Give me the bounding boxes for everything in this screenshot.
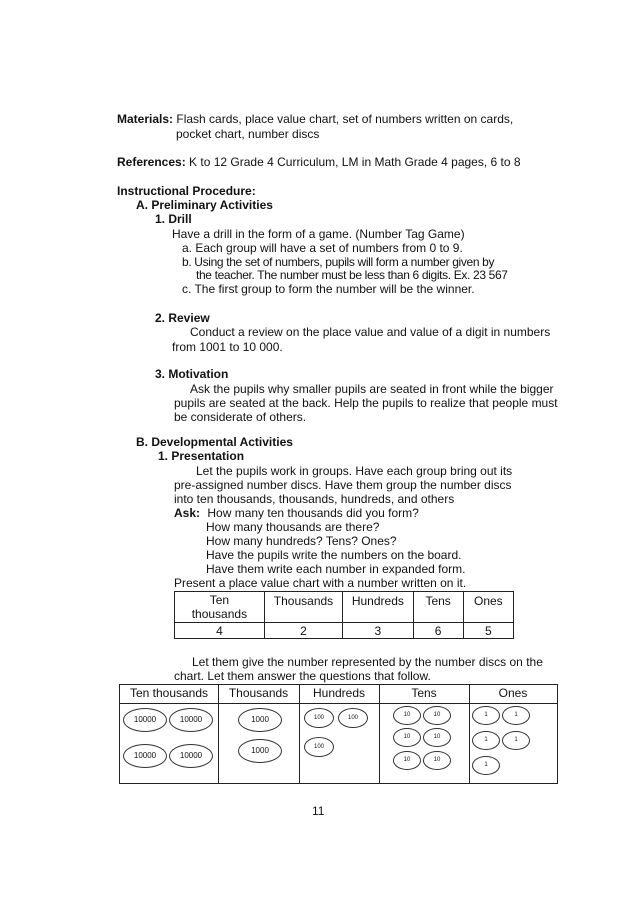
motivation-text-cont1: pupils are seated at the back. Help the pupils to realize that people must bbox=[174, 396, 558, 410]
column-divider bbox=[469, 685, 470, 783]
disc-header-ones: Ones bbox=[469, 685, 557, 704]
motivation-text-cont2: be considerate of others. bbox=[174, 410, 307, 424]
one-disc: 1 bbox=[502, 731, 530, 750]
ten-thousand-disc: 10000 bbox=[169, 744, 213, 768]
ask-question-2: How many thousands are there? bbox=[206, 520, 380, 534]
drill-intro: Have a drill in the form of a game. (Number Tag Game) bbox=[172, 227, 465, 241]
ask-instruction-2: Have them write each number in expanded form. bbox=[206, 562, 466, 576]
drill-title: 1. Drill bbox=[155, 212, 192, 226]
hundred-disc: 100 bbox=[338, 708, 368, 728]
one-disc: 1 bbox=[472, 756, 500, 775]
ten-disc: 10 bbox=[393, 728, 421, 747]
present-chart-text: Present a place value chart with a number written on it. bbox=[174, 576, 467, 590]
value-tens: 6 bbox=[413, 623, 463, 639]
ask-label: Ask: bbox=[174, 506, 201, 520]
hundred-disc: 100 bbox=[304, 737, 334, 757]
disc-header-thousands: Thousands bbox=[218, 685, 299, 704]
presentation-text: Let the pupils work in groups. Have each group bring out its bbox=[196, 464, 513, 478]
ask-instruction-1: Have the pupils write the numbers on the board. bbox=[206, 548, 462, 562]
number-disc-chart bbox=[119, 684, 558, 784]
column-divider bbox=[299, 685, 300, 783]
header-ten-line1: Ten bbox=[209, 593, 230, 607]
references-label: References: bbox=[117, 155, 186, 169]
drill-item-b: b. Using the set of numbers, pupils will form a number given by bbox=[182, 255, 495, 269]
place-value-table bbox=[174, 591, 514, 639]
drill-item-b-cont: the teacher. The number must be less than 6 digits. Ex. 23 567 bbox=[196, 268, 508, 282]
materials-text-cont: pocket chart, number discs bbox=[176, 127, 320, 141]
ten-disc: 10 bbox=[423, 706, 451, 725]
ten-disc: 10 bbox=[393, 751, 421, 770]
value-hundreds: 3 bbox=[343, 623, 413, 639]
materials-line bbox=[117, 112, 513, 126]
motivation-title: 3. Motivation bbox=[155, 367, 229, 381]
value-thousands: 2 bbox=[264, 623, 342, 639]
column-divider bbox=[379, 685, 380, 783]
ten-disc: 10 bbox=[423, 728, 451, 747]
section-b-heading: B. Developmental Activities bbox=[136, 435, 293, 449]
header-thousands: Thousands bbox=[264, 592, 342, 623]
review-title: 2. Review bbox=[155, 311, 210, 325]
motivation-text: Ask the pupils why smaller pupils are seated in front while the bigger bbox=[190, 382, 554, 396]
presentation-title: 1. Presentation bbox=[158, 449, 245, 463]
ask-line bbox=[174, 506, 419, 520]
ten-thousand-disc: 10000 bbox=[123, 744, 167, 768]
followup-text-cont: chart. Let them answer the questions that follow. bbox=[174, 669, 431, 683]
ten-disc: 10 bbox=[393, 706, 421, 725]
thousand-disc: 1000 bbox=[238, 708, 282, 732]
references-text: K to 12 Grade 4 Curriculum, LM in Math Grade 4 pages, 6 to 8 bbox=[189, 155, 521, 169]
disc-header-ten-thousands: Ten thousands bbox=[120, 685, 218, 704]
references-line bbox=[117, 155, 521, 169]
column-divider bbox=[218, 685, 219, 783]
table-row bbox=[175, 623, 514, 639]
header-hundreds: Hundreds bbox=[343, 592, 413, 623]
table-header-row bbox=[175, 592, 514, 623]
hundred-disc: 100 bbox=[304, 708, 334, 728]
header-ten-line2: thousands bbox=[191, 607, 248, 621]
procedure-heading: Instructional Procedure: bbox=[117, 184, 256, 198]
drill-item-c: c. The first group to form the number will be the winner. bbox=[182, 282, 475, 296]
drill-item-a: a. Each group will have a set of numbers from 0 to 9. bbox=[182, 241, 463, 255]
one-disc: 1 bbox=[472, 706, 500, 725]
header-tens: Tens bbox=[413, 592, 463, 623]
value-ten-thousands: 4 bbox=[175, 623, 265, 639]
section-a-heading: A. Preliminary Activities bbox=[136, 198, 273, 212]
ask-question-1: How many ten thousands did you form? bbox=[207, 506, 419, 520]
ten-thousand-disc: 10000 bbox=[169, 708, 213, 732]
materials-text: Flash cards, place value chart, set of numbers written on cards, bbox=[176, 112, 514, 126]
presentation-text-cont2: into ten thousands, thousands, hundreds, and others bbox=[174, 492, 455, 506]
review-text-cont: from 1001 to 10 000. bbox=[172, 340, 283, 354]
materials-label: Materials: bbox=[117, 112, 174, 126]
followup-text: Let them give the number represented by the number discs on the bbox=[192, 655, 543, 669]
presentation-text-cont1: pre-assigned number discs. Have them group the number discs bbox=[174, 478, 512, 492]
ten-thousand-disc: 10000 bbox=[123, 708, 167, 732]
one-disc: 1 bbox=[472, 731, 500, 750]
disc-header-hundreds: Hundreds bbox=[299, 685, 379, 704]
thousand-disc: 1000 bbox=[238, 739, 282, 763]
value-ones: 5 bbox=[463, 623, 513, 639]
disc-header-tens: Tens bbox=[379, 685, 469, 704]
ten-disc: 10 bbox=[423, 751, 451, 770]
review-text: Conduct a review on the place value and value of a digit in numbers bbox=[190, 325, 551, 339]
header-ones: Ones bbox=[463, 592, 513, 623]
ask-question-3: How many hundreds? Tens? Ones? bbox=[206, 534, 397, 548]
one-disc: 1 bbox=[502, 706, 530, 725]
header-ten-thousands bbox=[175, 592, 265, 623]
page-number: 11 bbox=[312, 804, 325, 818]
